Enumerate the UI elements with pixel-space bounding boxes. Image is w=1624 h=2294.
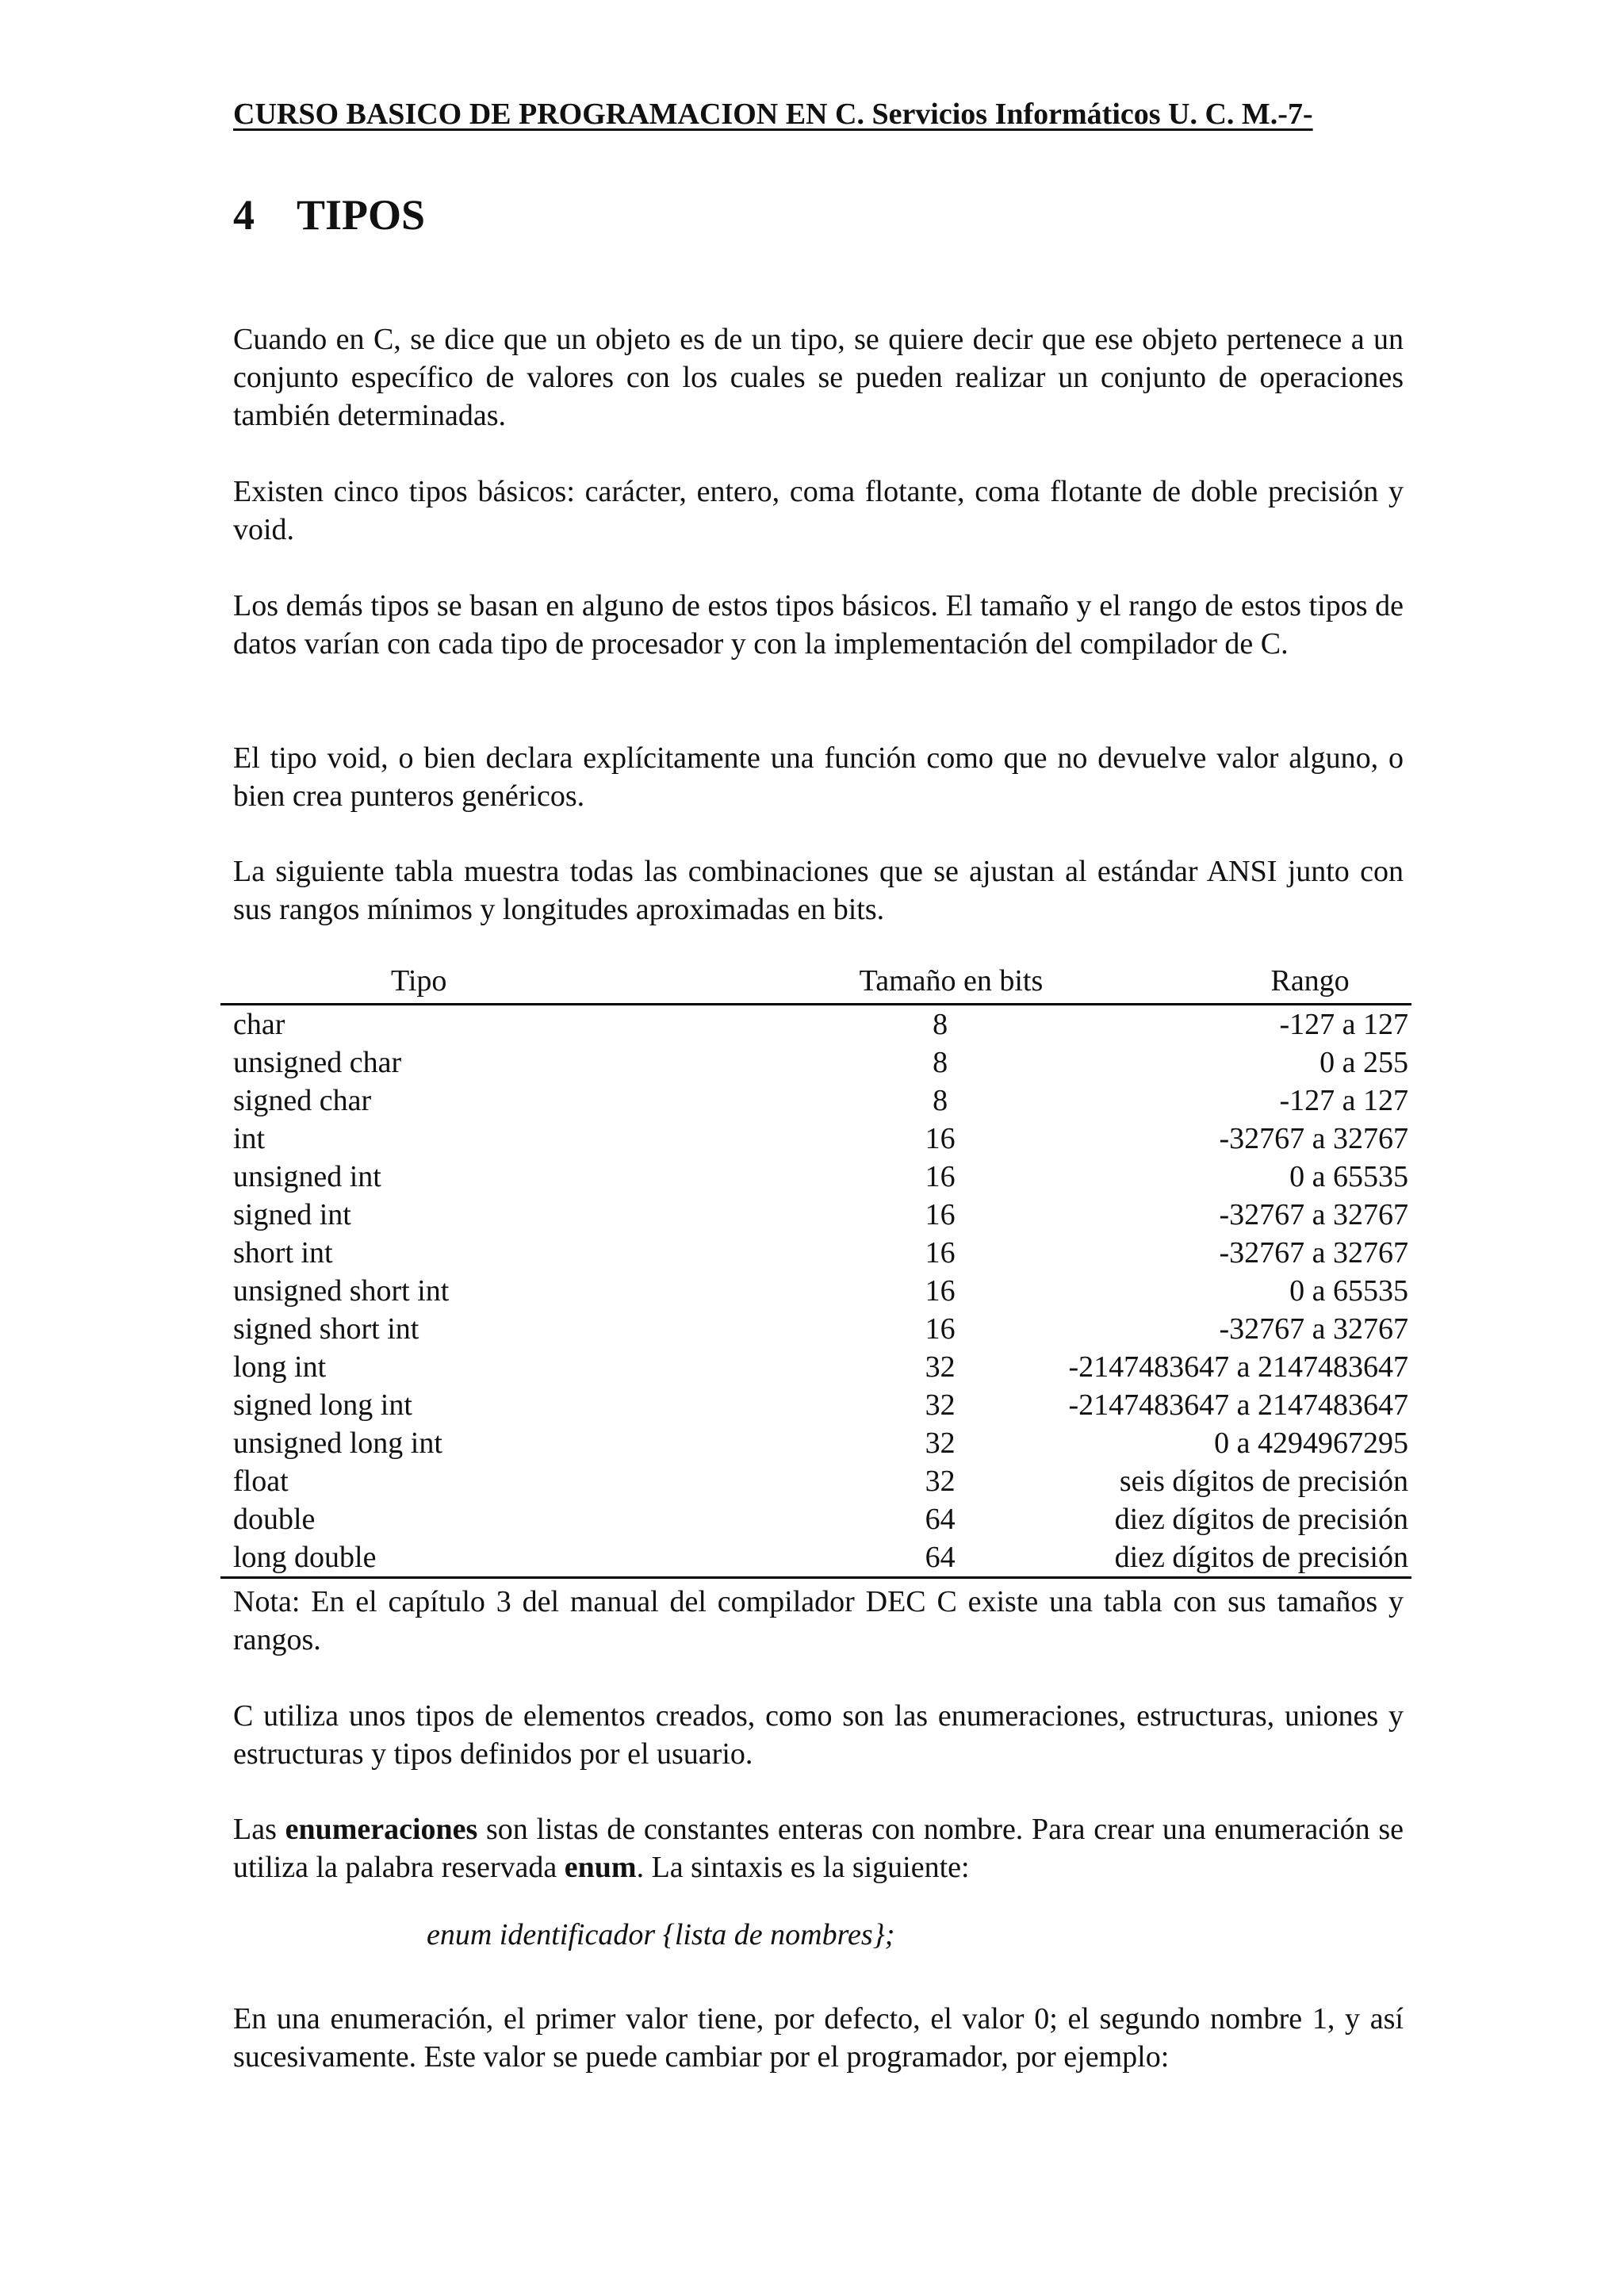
paragraph-definicion-tipo: Cuando en C, se dice que un objeto es de un tipo, se quiere decir que ese objeto pertenece a un conjunto específico de valores con los cuales se pueden realizar un conjunto de operaciones también determinadas. xyxy=(233,323,1404,432)
cell-tamano-wrap xyxy=(726,1082,1069,1120)
enum-text-e: . La sintaxis es la siguiente: xyxy=(636,1851,970,1884)
cell-tamano-wrap xyxy=(726,1310,1069,1348)
cell-rango: -127 a 127 xyxy=(1279,1008,1408,1041)
paragraph-tipos-basicos: Existen cinco tipos básicos: carácter, entero, coma flotante, coma flotante de doble precisión y void. xyxy=(233,475,1404,546)
table-row xyxy=(220,1005,1411,1044)
cell-rango: seis dígitos de precisión xyxy=(1119,1465,1408,1498)
table-header-row xyxy=(220,963,1411,1005)
cell-tamano: 8 xyxy=(933,1008,948,1041)
cell-tipo: signed short int xyxy=(233,1312,419,1346)
enum-term-bold: enumeraciones xyxy=(285,1813,478,1846)
cell-tamano-wrap xyxy=(726,1120,1069,1158)
table-row xyxy=(220,1234,1411,1272)
cell-tipo: long double xyxy=(220,1538,726,1578)
cell-tamano: 32 xyxy=(925,1388,956,1422)
cell-tamano: 32 xyxy=(925,1465,956,1498)
cell-tipo: unsigned int xyxy=(233,1160,381,1193)
cell-tamano: 64 xyxy=(925,1503,956,1536)
enum-text-a: Las xyxy=(233,1813,285,1846)
cell-rango: 0 a 65535 xyxy=(1289,1160,1408,1193)
cell-rango: -2147483647 a 2147483647 xyxy=(1068,1350,1408,1384)
cell-tamano: 32 xyxy=(925,1350,956,1384)
cell-tipo: short int xyxy=(233,1236,333,1270)
cell-tipo: signed char xyxy=(233,1084,372,1117)
cell-rango: -32767 a 32767 xyxy=(1219,1198,1408,1231)
cell-tipo: char xyxy=(233,1008,285,1041)
table-row xyxy=(220,1044,1411,1082)
cell-rango: 0 a 65535 xyxy=(1289,1274,1408,1308)
table-note: Nota: En el capítulo 3 del manual del compilador DEC C existe una tabla con sus tamaños y rangos. xyxy=(233,1585,1404,1656)
paragraph-elementos-creados: C utiliza unos tipos de elementos creados, como son las enumeraciones, estructuras, uniones y estructuras y tipos definidos por el usuario. xyxy=(233,1699,1404,1771)
cell-tamano: 16 xyxy=(925,1198,956,1231)
cell-rango: diez dígitos de precisión xyxy=(1114,1503,1408,1536)
paragraph-tabla-intro: La siguiente tabla muestra todas las combinaciones que se ajustan al estándar ANSI junto con sus rangos mínimos y longitudes aproximadas en bits. xyxy=(233,855,1404,926)
cell-rango: 0 a 4294967295 xyxy=(1214,1427,1408,1460)
cell-rango: 0 a 255 xyxy=(1320,1046,1408,1079)
cell-tamano-wrap xyxy=(726,1234,1069,1272)
cell-tamano: 16 xyxy=(925,1236,956,1270)
header-tipo: Tipo xyxy=(220,963,726,1005)
cell-tamano-wrap xyxy=(726,1538,1069,1578)
cell-tamano-wrap xyxy=(726,1424,1069,1462)
cell-tamano-wrap xyxy=(726,1386,1069,1424)
cell-rango: -2147483647 a 2147483647 xyxy=(1068,1388,1408,1422)
cell-tamano-wrap xyxy=(726,1044,1069,1082)
table-row xyxy=(220,1538,1411,1578)
cell-rango: -32767 a 32767 xyxy=(1219,1122,1408,1155)
cell-tamano-wrap xyxy=(726,1158,1069,1196)
cell-rango: -32767 a 32767 xyxy=(1219,1236,1408,1270)
cell-tamano: 8 xyxy=(933,1046,948,1079)
cell-tamano-wrap xyxy=(726,1348,1069,1386)
cell-tipo: unsigned short int xyxy=(233,1274,450,1308)
table-row xyxy=(220,1462,1411,1500)
table-row xyxy=(220,1500,1411,1538)
enum-text-c: son listas de constantes enteras con nombre. Para crear una enumeración se utiliza la palabra reservada xyxy=(233,1813,1404,1884)
cell-rango: -32767 a 32767 xyxy=(1219,1312,1408,1346)
cell-tamano-wrap xyxy=(726,1500,1069,1538)
table-row xyxy=(220,1196,1411,1234)
cell-tamano-wrap xyxy=(726,1005,1069,1044)
table-row xyxy=(220,1310,1411,1348)
table-row xyxy=(220,1424,1411,1462)
cell-tamano-wrap xyxy=(726,1462,1069,1500)
cell-tamano: 16 xyxy=(925,1274,956,1308)
paragraph-tamano-rango: Los demás tipos se basan en alguno de estos tipos básicos. El tamaño y el rango de estos tipos de datos varían con cada tipo de procesador y con la implementación del compilador de C. xyxy=(233,589,1404,661)
types-table xyxy=(220,963,1411,1579)
cell-tamano-wrap xyxy=(726,1272,1069,1310)
paragraph-enumeraciones xyxy=(233,1810,1404,1886)
chapter-heading xyxy=(233,190,425,239)
cell-tamano: 64 xyxy=(925,1541,956,1574)
enum-syntax: enum identificador {lista de nombres}; xyxy=(427,1918,895,1951)
cell-tamano: 16 xyxy=(925,1160,956,1193)
cell-tamano: 8 xyxy=(933,1084,948,1117)
paragraph-tipo-void: El tipo void, o bien declara explícitamente una función como que no devuelve valor alguno, o bien crea punteros genéricos. xyxy=(233,741,1404,813)
cell-tipo: long int xyxy=(233,1350,327,1384)
running-header: CURSO BASICO DE PROGRAMACION EN C. Servicios Informáticos U. C. M.-7- xyxy=(233,98,1313,131)
header-rango: Rango xyxy=(1068,963,1411,1005)
table-row xyxy=(220,1158,1411,1196)
paragraph-valores-enum: En una enumeración, el primer valor tiene, por defecto, el valor 0; el segundo nombre 1, y así sucesivamente. Este valor se puede cambiar por el programador, por ejemplo: xyxy=(233,2002,1404,2074)
cell-rango: diez dígitos de precisión xyxy=(1068,1538,1411,1578)
table-row xyxy=(220,1348,1411,1386)
table-row xyxy=(220,1272,1411,1310)
enum-keyword-bold: enum xyxy=(564,1851,637,1884)
cell-tamano-wrap xyxy=(726,1196,1069,1234)
cell-tamano: 16 xyxy=(925,1122,956,1155)
chapter-title: TIPOS xyxy=(297,191,426,239)
cell-tipo: float xyxy=(233,1465,289,1498)
table-row xyxy=(220,1082,1411,1120)
cell-tipo: double xyxy=(233,1503,316,1536)
table-row xyxy=(220,1386,1411,1424)
cell-tipo: signed int xyxy=(233,1198,351,1231)
header-tamano: Tamaño en bits xyxy=(726,963,1069,1005)
cell-tipo: signed long int xyxy=(233,1388,412,1422)
types-table-body xyxy=(220,1005,1411,1578)
chapter-number: 4 xyxy=(233,191,255,239)
cell-tamano: 32 xyxy=(925,1427,956,1460)
cell-tipo: int xyxy=(233,1122,266,1155)
table-row xyxy=(220,1120,1411,1158)
cell-tipo: unsigned long int xyxy=(233,1427,442,1460)
cell-tipo: unsigned char xyxy=(233,1046,402,1079)
cell-rango: -127 a 127 xyxy=(1279,1084,1408,1117)
cell-tamano: 16 xyxy=(925,1312,956,1346)
